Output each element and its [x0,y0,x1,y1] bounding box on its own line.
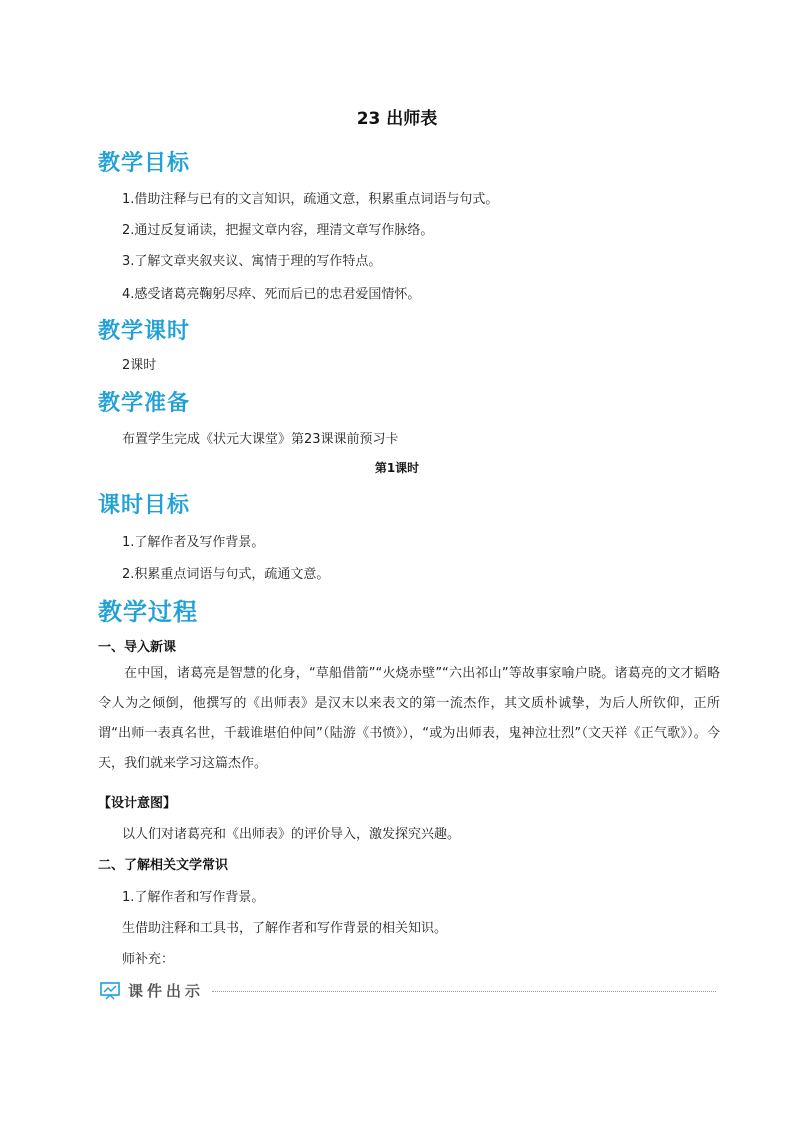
heading-teaching-prep: 教学准备 [98,391,191,416]
part2-note: 师补充： [122,952,175,967]
hours-text: 2课时 [122,358,157,373]
heading-teaching-process: 教学过程 [98,598,198,626]
heading-lesson-goals: 课时目标 [98,493,191,518]
lesson-goal-item: 2.积累重点词语与句式，疏通文意。 [122,567,330,582]
banner-label: 课件出示 [128,982,205,1000]
document-title: 23 出师表 [356,109,438,129]
design-intent-text: 以人们对诸葛亮和《出师表》的评价导入，激发探究兴趣。 [122,827,461,842]
lesson-label: 第1课时 [374,461,420,475]
heading-teaching-goals: 教学目标 [98,151,191,176]
heading-teaching-hours: 教学课时 [98,319,191,344]
part2-line: 生借助注释和工具书，了解作者和写作背景的相关知识。 [122,921,448,936]
courseware-banner [100,978,716,1004]
goal-item: 2.通过反复诵读，把握文章内容，理清文章写作脉络。 [122,223,434,238]
slide-icon [100,982,120,1000]
lesson-goal-item: 1.了解作者及写作背景。 [122,535,265,550]
design-intent-title: 【设计意图】 [98,796,177,811]
part1-paragraph: 在中国，诸葛亮是智慧的化身，“草船借箭”“火烧赤壁”“六出祁山”等故事家喻户晓。诸葛亮的文才韬略令人为之倾倒，他撰写的《出师表》是汉末以来表文的第一流杰作，其文质朴诚挚，为后人所钦仰，正所谓“出师一表真名世，千载谁堪伯仲间”（陆游《书愤》），“或为出师表，鬼神泣壮烈”（文天祥《正气歌》）。今天，我们就来学习这篇杰作。 [98,666,720,771]
goal-item: 4.感受诸葛亮鞠躬尽瘁、死而后已的忠君爱国情怀。 [122,287,421,302]
goal-item: 1.借助注释与已有的文言知识，疏通文意，积累重点词语与句式。 [122,192,499,207]
goal-item: 3.了解文章夹叙夹议、寓情于理的写作特点。 [122,254,382,269]
part2-item: 1.了解作者和写作背景。 [122,890,265,905]
part2-title: 二、了解相关文学常识 [98,858,229,873]
banner-divider [212,991,716,992]
part1-title: 一、导入新课 [98,640,177,655]
prep-text: 布置学生完成《状元大课堂》第23课课前预习卡 [122,432,399,447]
